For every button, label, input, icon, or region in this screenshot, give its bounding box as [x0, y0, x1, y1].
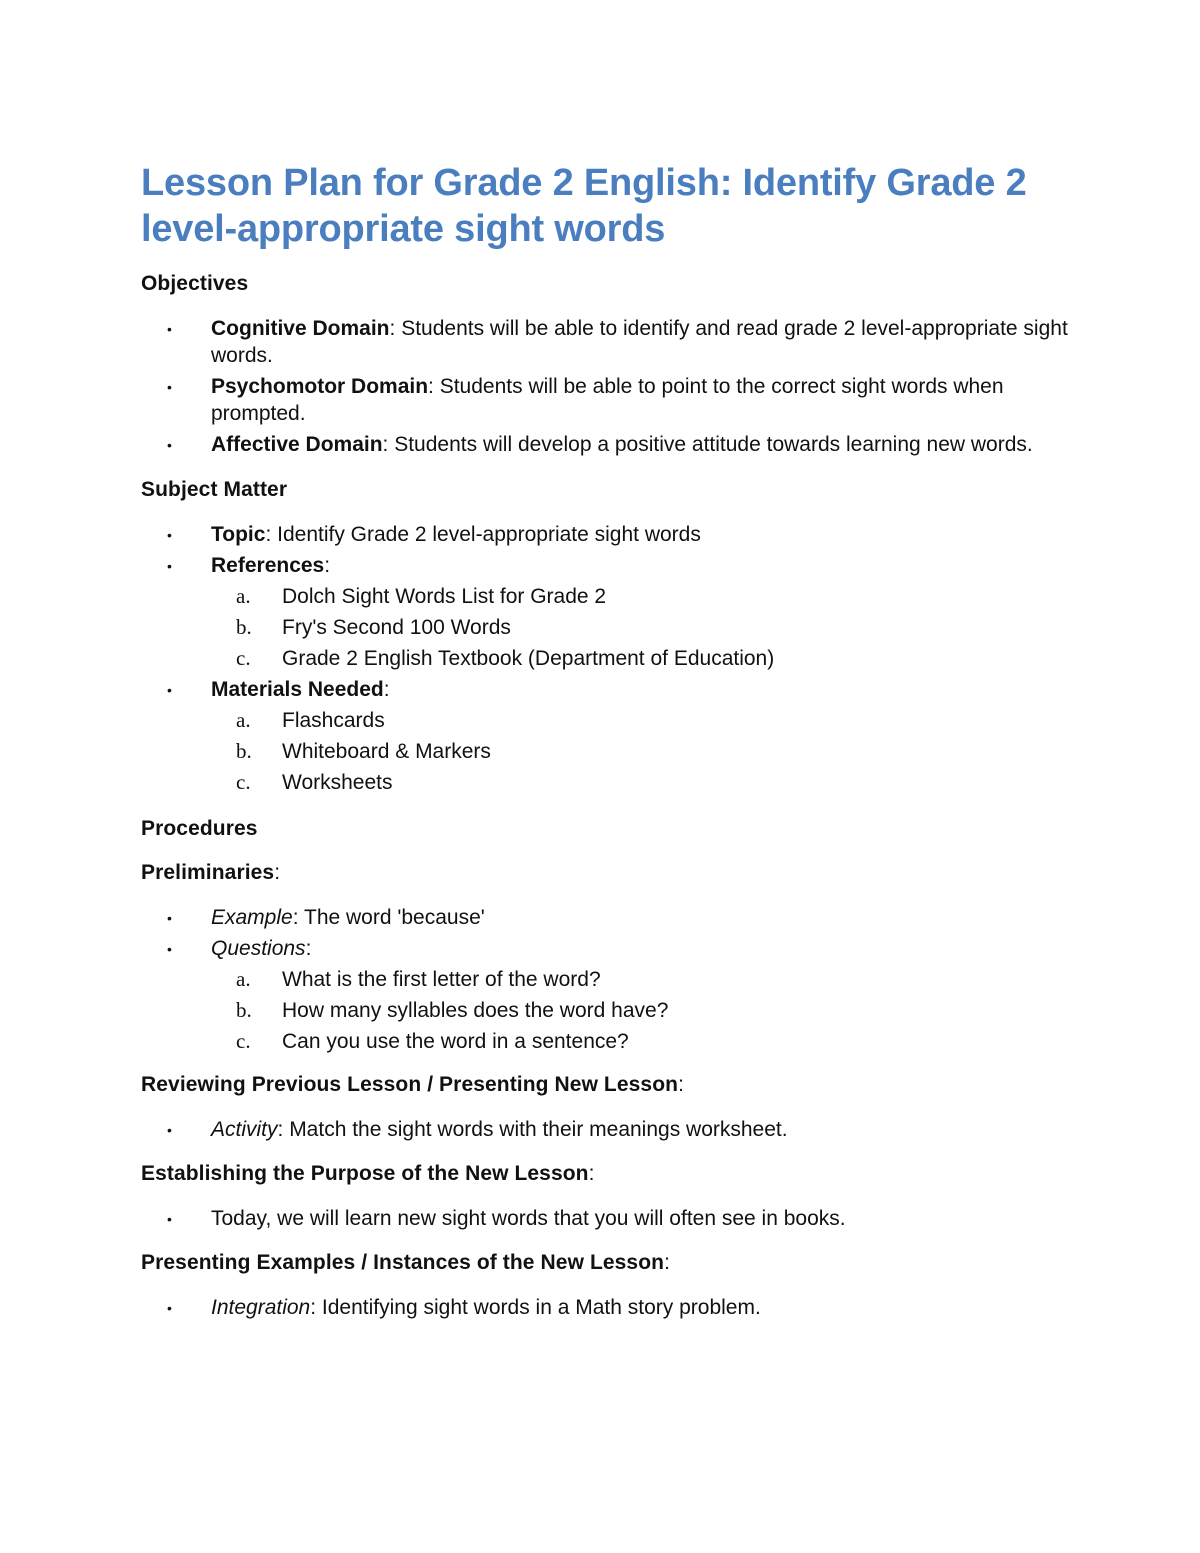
- objective-item-affective: [141, 431, 1071, 458]
- list-marker: a.: [236, 708, 251, 732]
- bullet-icon: •: [167, 910, 172, 926]
- bullet-icon: •: [167, 1122, 172, 1138]
- separator: :: [265, 523, 278, 546]
- purpose-text: Today, we will learn new sight words that you will often see in books.: [211, 1207, 846, 1230]
- topic-item: [141, 521, 1071, 548]
- list-marker: b.: [236, 998, 252, 1022]
- question-text: What is the first letter of the word?: [282, 968, 601, 991]
- subject-matter-list: [141, 521, 1071, 796]
- reference-text: Fry's Second 100 Words: [282, 616, 511, 639]
- activity-label: Activity: [211, 1118, 278, 1141]
- purpose-title: Establishing the Purpose of the New Lesson: [141, 1162, 589, 1185]
- objective-label: Affective Domain: [211, 433, 383, 456]
- preliminaries-list: [141, 904, 1071, 1055]
- list-marker: c.: [236, 1029, 251, 1053]
- bullet-icon: •: [167, 941, 172, 957]
- purpose-heading: [141, 1160, 1071, 1188]
- separator: :: [382, 433, 395, 456]
- list-marker: c.: [236, 646, 251, 670]
- page-title: Lesson Plan for Grade 2 English: Identify Grade 2 level-appropriate sight words: [141, 162, 1027, 250]
- list-item: [141, 1028, 1071, 1055]
- reviewing-heading: [141, 1071, 1071, 1099]
- bullet-icon: •: [167, 1211, 172, 1227]
- materials-label: Materials Needed: [211, 678, 384, 701]
- topic-label: Topic: [211, 523, 266, 546]
- references-label: References: [211, 554, 325, 577]
- objective-item-cognitive: [141, 315, 1071, 369]
- question-text: How many syllables does the word have?: [282, 999, 669, 1022]
- separator: :: [664, 1251, 670, 1274]
- objective-label: Cognitive Domain: [211, 317, 390, 340]
- list-item: [141, 614, 1071, 641]
- subject-matter-heading: Subject Matter: [141, 478, 288, 501]
- list-item: [141, 769, 1071, 796]
- examples-list: [141, 1294, 1071, 1321]
- list-item: [141, 997, 1071, 1024]
- examples-heading: [141, 1249, 1071, 1277]
- list-item: [141, 707, 1071, 734]
- purpose-item: [141, 1205, 1071, 1232]
- questions-list: [211, 966, 1071, 1055]
- objective-label: Psychomotor Domain: [211, 375, 429, 398]
- objective-text: Students will be able to identify and read grade 2 level-appropriate sight words.: [211, 317, 1068, 367]
- separator: :: [588, 1162, 595, 1185]
- bullet-icon: •: [167, 379, 172, 395]
- material-text: Worksheets: [282, 771, 393, 794]
- list-item: [141, 583, 1071, 610]
- integration-text: Identifying sight words in a Math story problem.: [321, 1296, 761, 1319]
- bullet-icon: •: [167, 527, 172, 543]
- reviewing-list: [141, 1116, 1071, 1143]
- separator: :: [324, 554, 331, 577]
- material-text: Flashcards: [282, 709, 385, 732]
- preliminaries-heading: [141, 859, 1071, 887]
- example-text: The word 'because': [304, 906, 485, 929]
- separator: :: [292, 906, 304, 929]
- reviewing-title: Reviewing Previous Lesson / Presenting New Lesson: [141, 1073, 679, 1096]
- integration-label: Integration: [211, 1296, 311, 1319]
- separator: :: [678, 1073, 684, 1096]
- list-marker: c.: [236, 770, 251, 794]
- questions-item: [141, 935, 1071, 1055]
- activity-text: Match the sight words with their meanings worksheet.: [289, 1118, 788, 1141]
- separator: :: [389, 317, 402, 340]
- separator: :: [305, 937, 312, 960]
- separator: :: [274, 861, 281, 884]
- objectives-heading: Objectives: [141, 272, 249, 295]
- list-marker: b.: [236, 615, 252, 639]
- separator: :: [428, 375, 440, 398]
- list-marker: b.: [236, 739, 252, 763]
- objective-text: Students will develop a positive attitude towards learning new words.: [394, 433, 1033, 456]
- bullet-icon: •: [167, 682, 172, 698]
- separator: :: [310, 1296, 322, 1319]
- preliminaries-title: Preliminaries: [141, 861, 275, 884]
- material-text: Whiteboard & Markers: [282, 740, 491, 763]
- list-item: [141, 645, 1071, 672]
- example-label: Example: [211, 906, 293, 929]
- activity-item: [141, 1116, 1071, 1143]
- integration-item: [141, 1294, 1071, 1321]
- question-text: Can you use the word in a sentence?: [282, 1030, 629, 1053]
- separator: :: [277, 1118, 290, 1141]
- separator: :: [383, 678, 390, 701]
- objectives-list: [141, 315, 1071, 458]
- bullet-icon: •: [167, 321, 172, 337]
- references-list: [211, 583, 1071, 672]
- examples-title: Presenting Examples / Instances of the New Lesson: [141, 1251, 665, 1274]
- topic-text: Identify Grade 2 level-appropriate sight words: [277, 523, 701, 546]
- document-page: [141, 160, 1071, 1325]
- materials-list: [211, 707, 1071, 796]
- objective-text: Students will be able to point to the correct sight words when prompted.: [211, 375, 1004, 425]
- list-marker: a.: [236, 584, 251, 608]
- list-item: [141, 738, 1071, 765]
- list-marker: a.: [236, 967, 251, 991]
- list-item: [141, 966, 1071, 993]
- bullet-icon: •: [167, 1300, 172, 1316]
- procedures-heading: Procedures: [141, 817, 258, 840]
- reference-text: Dolch Sight Words List for Grade 2: [282, 585, 607, 608]
- reference-text: Grade 2 English Textbook (Department of Education): [282, 647, 775, 670]
- example-item: [141, 904, 1071, 931]
- bullet-icon: •: [167, 437, 172, 453]
- bullet-icon: •: [167, 558, 172, 574]
- references-item: [141, 552, 1071, 672]
- objective-item-psychomotor: [141, 373, 1071, 427]
- purpose-list: [141, 1205, 1071, 1232]
- materials-item: [141, 676, 1071, 796]
- questions-label: Questions: [211, 937, 306, 960]
